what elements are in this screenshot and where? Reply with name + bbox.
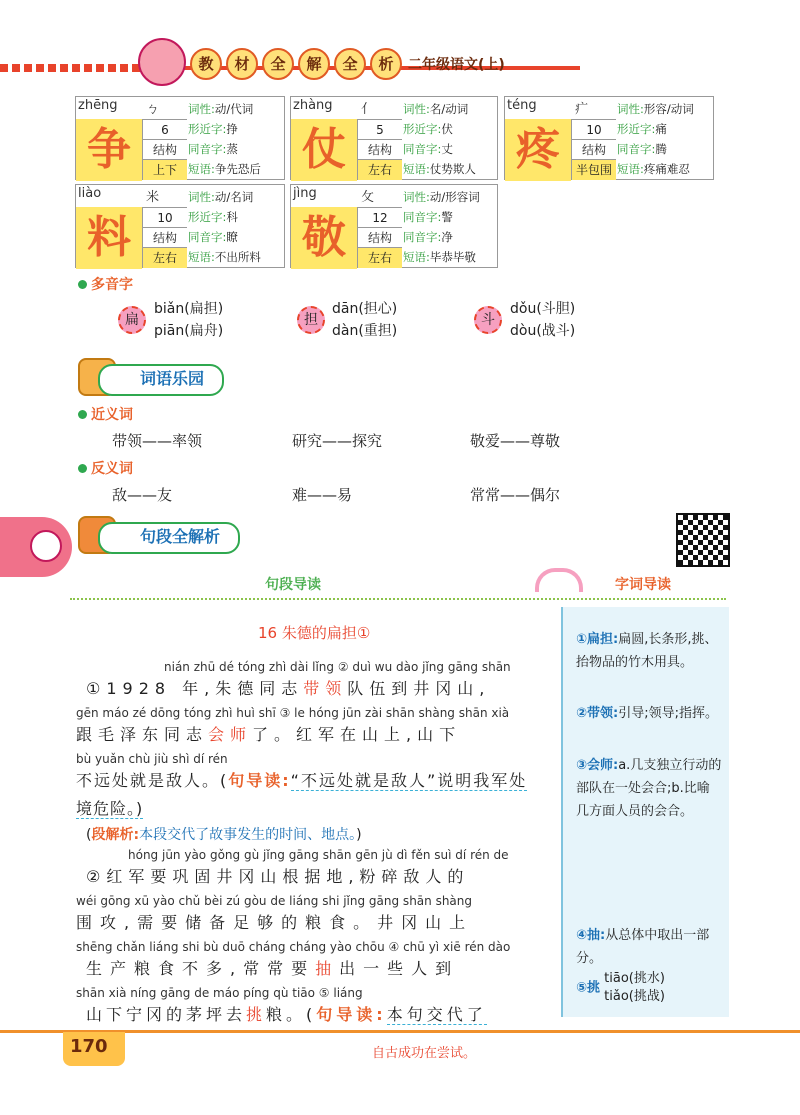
text-line: 境危险。) — [76, 799, 144, 818]
pinyin-line: shān xià níng gāng de máo píng qù tiāo ⑤ liáng — [76, 986, 363, 1000]
char-pinyin: liào — [78, 186, 102, 201]
stroke-count: 10 — [142, 207, 187, 228]
pinyin-line: bù yuǎn chù jiù shì dí rén — [76, 752, 228, 766]
bullet-icon — [78, 464, 87, 473]
polyphone-badge: 担 — [297, 306, 325, 334]
char-info: 词性:名/动词 形近字:伏 同音字:丈 短语:仗势欺人 — [403, 102, 476, 176]
grade-label: 二年级语文(上) — [408, 57, 505, 73]
antonym-pair: 难——易 — [292, 486, 353, 504]
title-char: 教 — [190, 48, 222, 80]
text-line: 不远处就是敌人。(句导读:“不远处就是敌人”说明我军处 — [76, 771, 528, 790]
char-glyph: 敬 — [291, 207, 357, 269]
char-pinyin: zhēng — [78, 98, 118, 113]
note-item: ④抽:从总体中取出一部分。 — [576, 928, 710, 966]
mascot-face-icon — [30, 530, 62, 562]
struct-label: 结构 — [142, 227, 187, 248]
char-glyph: 争 — [76, 119, 142, 181]
struct-value: 左右 — [357, 247, 402, 268]
synonym-pair: 研究——探究 — [292, 432, 383, 450]
struct-value: 上下 — [142, 159, 187, 180]
book-title — [190, 48, 402, 80]
char-glyph: 料 — [76, 207, 142, 269]
text-line: 围攻,需要储备足够的粮食。井冈山上 — [76, 913, 474, 932]
title-char: 析 — [370, 48, 402, 80]
polyphone-readings: dān(担心) dàn(重担) — [332, 301, 398, 339]
char-radical: 米 — [146, 190, 166, 205]
title-char: 材 — [226, 48, 258, 80]
sentence-guide-label: 句段导读 — [265, 577, 321, 593]
word-section-banner: 词语乐园 — [98, 364, 224, 396]
struct-label: 结构 — [357, 227, 402, 248]
char-card — [290, 96, 498, 180]
rainbow-icon — [535, 568, 583, 592]
text-line: 生产粮食不多,常常要抽出一些人到 — [86, 959, 460, 978]
char-card — [504, 96, 714, 180]
bullet-icon — [78, 280, 87, 289]
word-guide-label: 字词导读 — [615, 577, 671, 593]
char-radical: 攵 — [361, 190, 381, 205]
char-info: 词性:动/名词 形近字:科 同音字:瞭 短语:不出所料 — [188, 190, 261, 264]
char-info: 词性:动/代词 形近字:挣 同音字:蒸 短语:争先恐后 — [188, 102, 261, 176]
char-radical: 亻 — [361, 102, 381, 117]
char-card — [290, 184, 498, 268]
text-line: ②红军要巩固井冈山根据地,粉碎敌人的 — [86, 867, 470, 886]
char-glyph: 仗 — [291, 119, 357, 181]
text-line: 山下宁冈的茅坪去挑粮。(句导读:本句交代了 — [86, 1005, 487, 1024]
polyphone-heading: 多音字 — [78, 274, 133, 294]
title-char: 全 — [262, 48, 294, 80]
struct-label: 结构 — [571, 139, 616, 160]
char-card — [75, 96, 285, 180]
stroke-count: 10 — [571, 119, 616, 140]
synonym-pair: 敬爱——尊敬 — [470, 432, 561, 450]
bullet-icon — [78, 410, 87, 419]
pinyin-line: shēng chǎn liáng shi bù duō cháng cháng yào chōu ④ chū yì xiē rén dào — [76, 940, 511, 954]
struct-value: 左右 — [142, 247, 187, 268]
pinyin-line: gēn máo zé dōng tóng zhì huì shī ③ le hóng jūn zài shān shàng shān xià — [76, 706, 510, 720]
note-item: ⑤挑 tiāo(挑水) tiǎo(挑战) — [576, 971, 665, 1004]
antonym-pair: 常常——偶尔 — [470, 486, 561, 504]
struct-label: 结构 — [142, 139, 187, 160]
mascot-icon — [138, 38, 186, 86]
polyphone-badge: 斗 — [474, 306, 502, 334]
text-line: 跟毛泽东同志会师了。红军在山上,山下 — [76, 725, 462, 744]
stroke-count: 5 — [357, 119, 402, 140]
char-info: 词性:动/形容词 同音字:警 同音字:净 短语:毕恭毕敬 — [403, 190, 480, 264]
pinyin-line: nián zhū dé tóng zhì dài lǐng ② duì wu dào jǐng gāng shān — [164, 660, 511, 674]
antonym-pair: 敌——友 — [112, 486, 173, 504]
polyphone-readings: dǒu(斗胆) dòu(战斗) — [510, 301, 576, 339]
pinyin-line: hóng jūn yào gǒng gù jǐng gāng shān gēn jù dì fěn suì dí rén de — [128, 848, 509, 862]
title-char: 全 — [334, 48, 366, 80]
text-line: ①1928 年,朱德同志带领队伍到井冈山, — [86, 679, 491, 698]
lesson-title: 16 朱德的扁担① — [258, 624, 371, 642]
note-item: ③会师:a.几支独立行动的部队在一处会合;b.比喻几方面人员的会合。 — [576, 758, 722, 819]
char-pinyin: zhàng — [293, 98, 333, 113]
paragraph-section-banner: 句段全解析 — [98, 522, 240, 554]
char-radical: 疒 — [575, 102, 595, 117]
char-pinyin: téng — [507, 98, 537, 113]
note-item: ②带领:引导;领导;指挥。 — [576, 706, 718, 721]
struct-label: 结构 — [357, 139, 402, 160]
synonym-pair: 带领——率领 — [112, 432, 203, 450]
footer-motto: 自古成功在尝试。 — [372, 1046, 477, 1061]
struct-value: 半包围 — [571, 159, 616, 180]
qr-code-icon[interactable] — [676, 513, 730, 567]
char-radical: ㄅ — [146, 102, 166, 117]
polyphone-badge: 扁 — [118, 306, 146, 334]
paragraph-analysis: (段解析:本段交代了故事发生的时间、地点。) — [86, 827, 362, 843]
title-char: 解 — [298, 48, 330, 80]
antonym-heading: 反义词 — [78, 458, 133, 478]
polyphone-readings: biǎn(扁担) piān(扁舟) — [154, 301, 224, 339]
header-dash-stripe — [0, 64, 140, 72]
synonym-heading: 近义词 — [78, 404, 133, 424]
stroke-count: 12 — [357, 207, 402, 228]
char-glyph: 疼 — [505, 119, 571, 181]
stroke-count: 6 — [142, 119, 187, 140]
struct-value: 左右 — [357, 159, 402, 180]
char-pinyin: jìng — [293, 186, 317, 201]
page-number: 170 — [70, 1036, 108, 1057]
char-info: 词性:形容/动词 形近字:痛 同音字:腾 短语:疼痛难忍 — [617, 102, 694, 176]
note-item: ①扁担:扁圆,长条形,挑、抬物品的竹木用具。 — [576, 632, 718, 670]
pinyin-line: wéi gōng xū yào chǔ bèi zú gòu de liáng shi jǐng gāng shān shàng — [76, 894, 472, 908]
char-card — [75, 184, 285, 268]
